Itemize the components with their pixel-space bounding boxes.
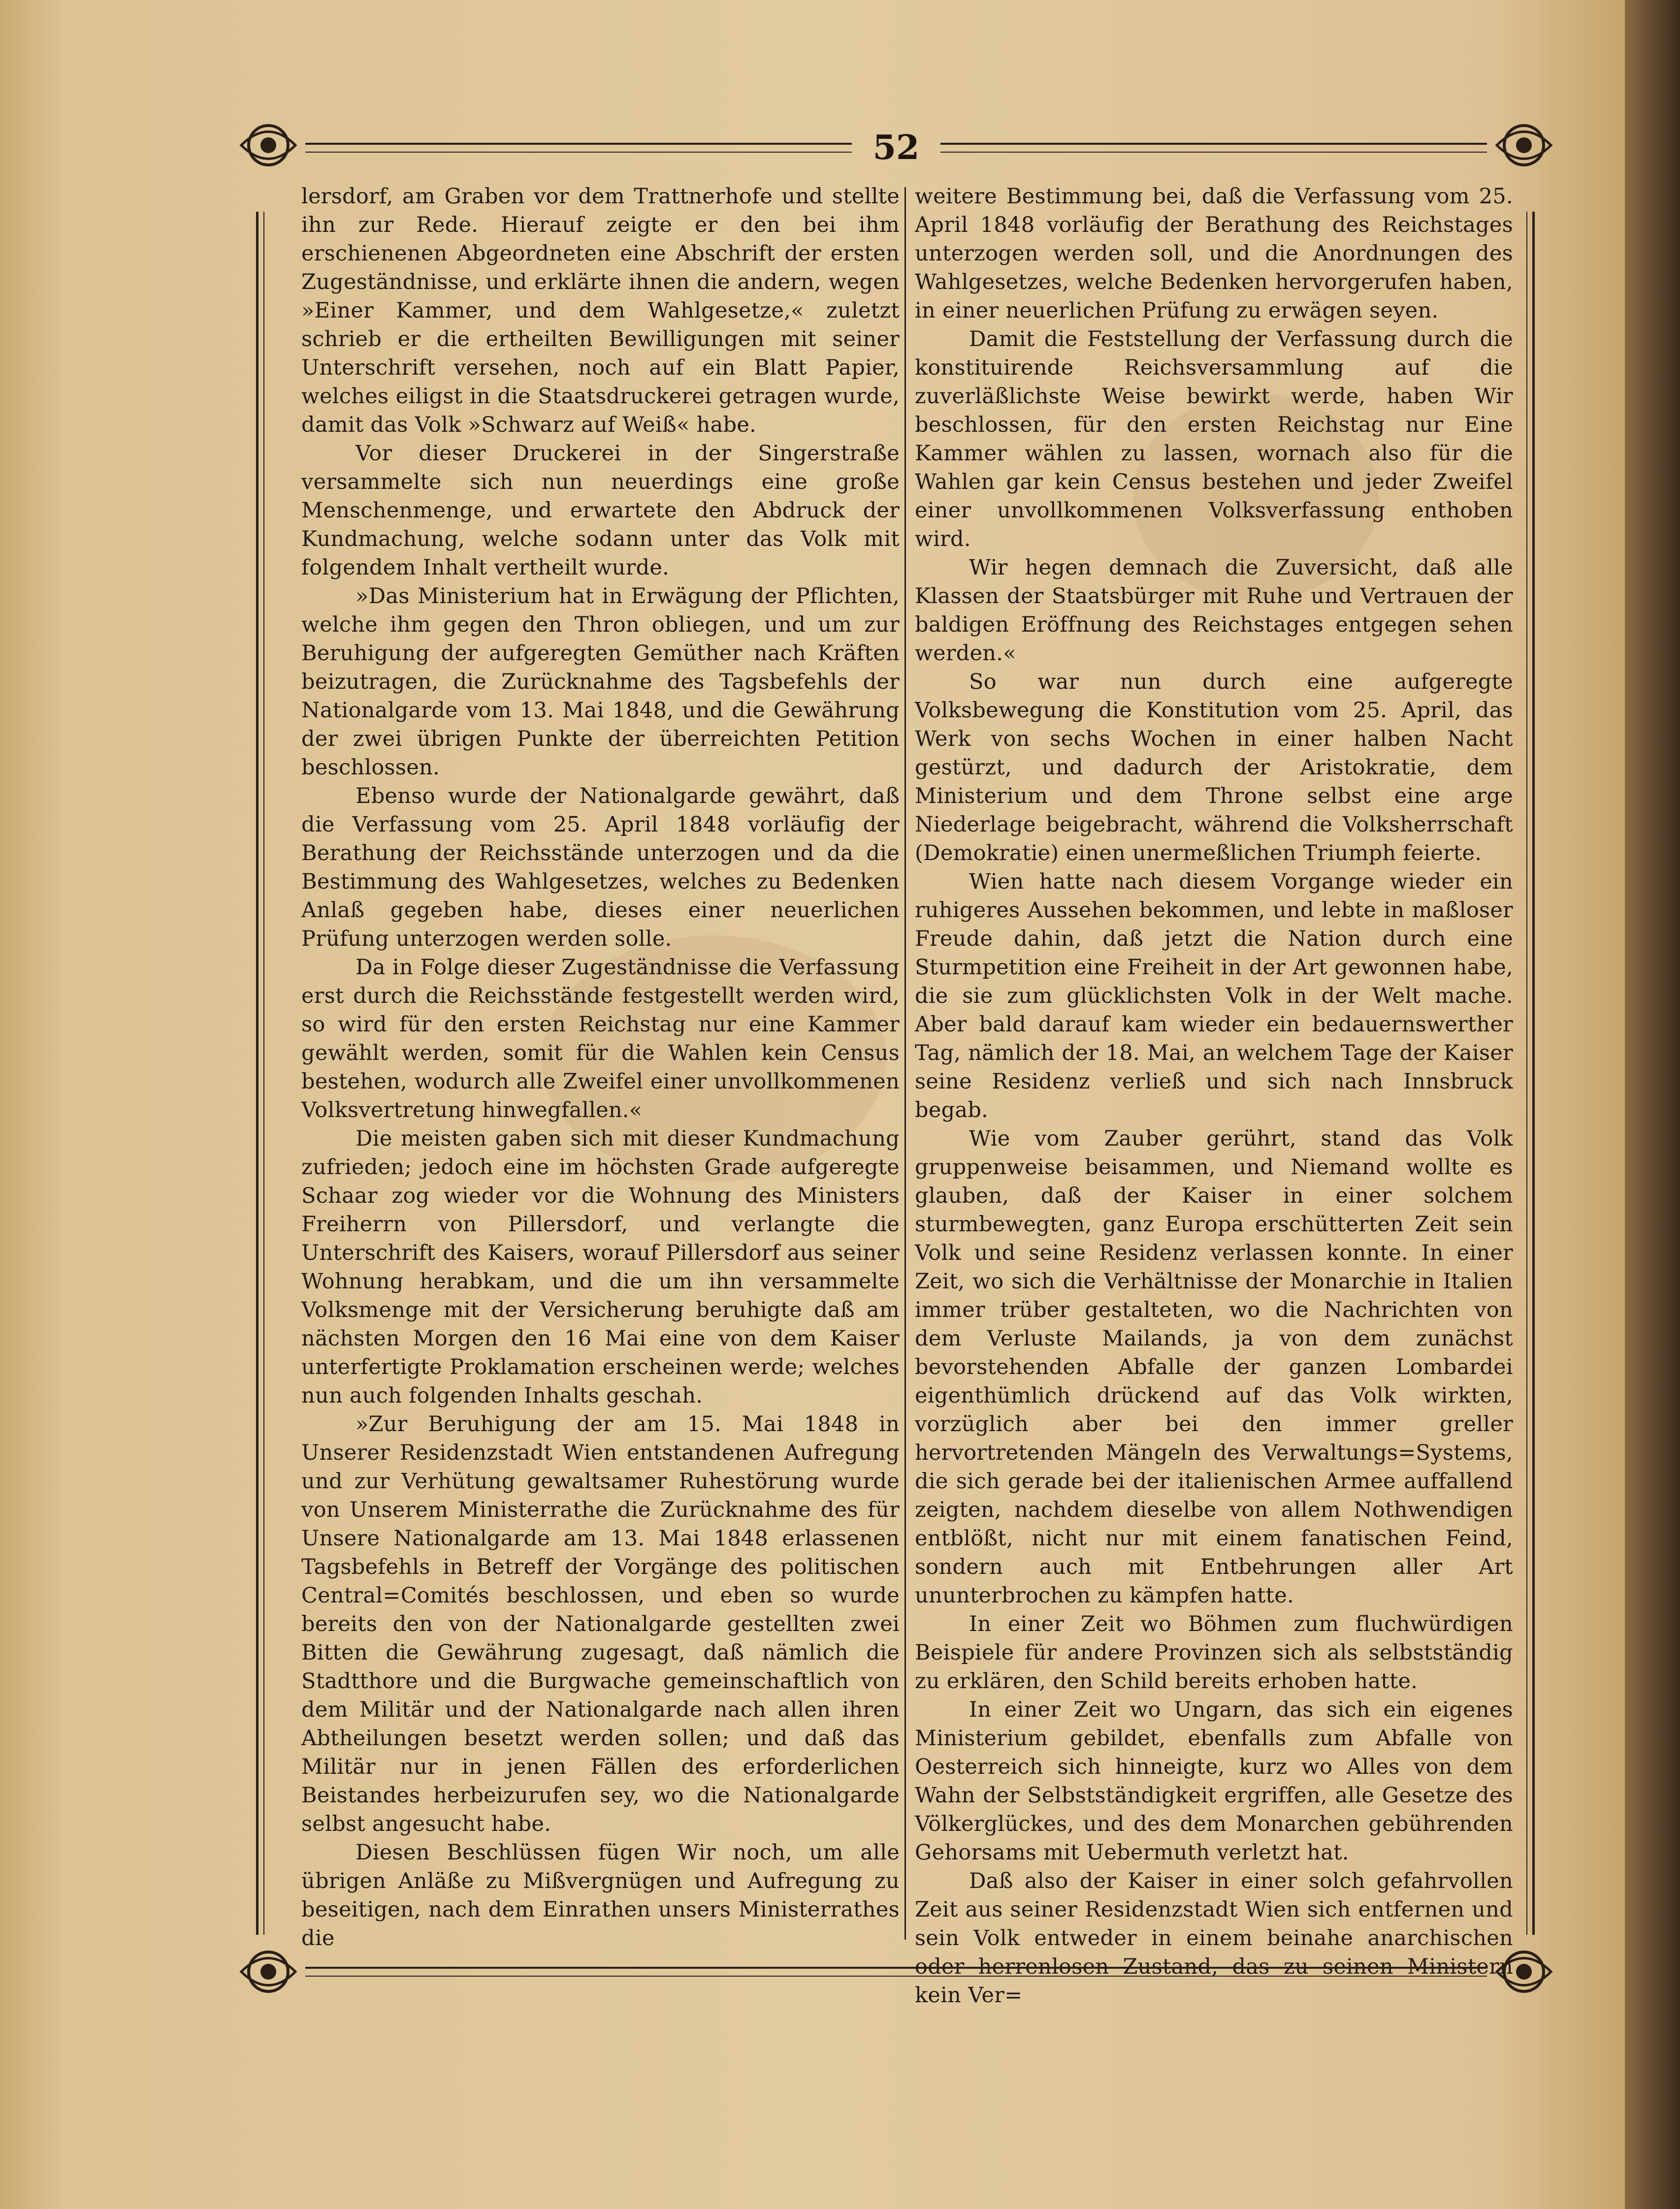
corner-ornament-icon (231, 108, 305, 182)
paragraph: In einer Zeit wo Böhmen zum fluchwürdigen Beispiele für andere Provinzen sich als selbstständig zu erklären, den Schild bereits erhoben hatte. (915, 1612, 1513, 1694)
paragraph: Wir hegen demnach die Zuversicht, daß alle Klassen der Staatsbürger mit Ruhe und Vertrauen der baldigen Eröffnung des Reichstages entgegen sehen werden.« (915, 555, 1513, 666)
paragraph: In einer Zeit wo Ungarn, das sich ein eigenes Ministerium gebildet, ebenfalls zum Abfalle von Oesterreich sich hinneigte, kurz wo Alles von dem Wahn der Selbstständigkeit ergriffen, alle Gesetze des Völkerglückes, und des dem Monarchen gebührenden Gehorsams mit Uebermuth verletzt hat. (915, 1697, 1513, 1865)
paragraph: »Das Ministerium hat in Erwägung der Pflichten, welche ihm gegen den Thron obliegen, und um zur Beruhigung der aufgeregten Gemüther nach Kräften beizutragen, die Zurücknahme des Tagsbefehls der Nationalgarde vom 13. Mai 1848, und die Gewährung der zwei übrigen Punkte der überreichten Petition beschlossen. (301, 584, 900, 780)
header-rule-right (940, 143, 1487, 145)
paragraph: Die meisten gaben sich mit dieser Kundmachung zufrieden; jedoch eine im höchsten Grade aufgeregte Schaar zog wieder vor die Wohnung des Ministers Freiherrn von Pillersdorf, und verlangte die Unterschrift des Kaisers, worauf Pillersdorf aus seiner Wohnung herabkam, und die um ihn versammelte Volksmenge mit der Versicherung beruhigte daß am nächsten Morgen den 16 Mai eine von dem Kaiser unterfertigte Proklamation erscheinen werde; welches nun auch folgenden Inhalts geschah. (301, 1126, 900, 1408)
header-rule-left-thin (305, 152, 852, 153)
paragraph: Da in Folge dieser Zugeständnisse die Verfassung erst durch die Reichsstände festgestellt werden wird, so wird für den ersten Reichstag nur eine Kammer gewählt werden, somit für die Wahlen kein Census bestehen, wodurch alle Zweifel einer unvollkommenen Volksvertretung hinwegfallen.« (301, 955, 900, 1122)
paragraph: »Zur Beruhigung der am 15. Mai 1848 in Unserer Residenzstadt Wien entstandenen Aufregung und zur Verhütung gewaltsamer Ruhestörung wurde von Unserem Ministerrathe die Zurücknahme des für Unsere Nationalgarde am 13. Mai 1848 erlassenen Tagsbefehls in Betreff der Vorgänge des politischen Central=Comités beschlossen, und eben so wurde bereits den von der Nationalgarde gestellten zwei Bitten die Gewährung zugesagt, daß nämlich die Stadtthore und die Burgwache gemeinschaftlich von dem Militär und der Nationalgarde nach allen ihren Abtheilungen besetzt werden sollen; und daß das Militär nur in jenen Fällen des erforderlichen Beistandes herbeizurufen sey, wo die Nationalgarde selbst angesucht habe. (301, 1412, 900, 1836)
paragraph: Diesen Beschlüssen fügen Wir noch, um alle übrigen Anläße zu Mißvergnügen und Aufregung zu beseitigen, nach dem Einrathen unsers Ministerrathes die (301, 1840, 900, 1951)
text-column-right (915, 182, 1513, 2008)
paragraph: So war nun durch eine aufgeregte Volksbewegung die Konstitution vom 25. April, das Werk von sechs Wochen in einer halben Nacht gestürzt, und dadurch der Aristokratie, dem Ministerium und dem Throne selbst eine arge Niederlage beigebracht, während die Volksherrschaft (Demokratie) einen unermeßlichen Triumph feierte. (915, 670, 1513, 865)
paragraph: Wien hatte nach diesem Vorgange wieder ein ruhigeres Aussehen bekommen, und lebte in maßloser Freude dahin, daß jetzt die Nation durch eine Sturmpetition eine Freiheit in der Art gewonnen habe, die sie zum glücklichsten Volk in der Welt mache. Aber bald darauf kam wieder ein bedauernswerther Tag, nämlich der 18. Mai, an welchem Tage der Kaiser seine Residenz verließ und sich nach Innsbruck begab. (915, 869, 1513, 1122)
page-number: 52 (872, 128, 920, 167)
frame-line-right-thin (1526, 212, 1527, 1935)
page-header (231, 118, 1561, 177)
frame-line-right (1532, 212, 1535, 1935)
paragraph: lersdorf, am Graben vor dem Trattnerhofe und stellte ihn zur Rede. Hierauf zeigte er den bei ihm erschienenen Abgeordneten eine Abschrift der ersten Zugeständnisse, und erklärte ihnen die andern, wegen »Einer Kammer, und dem Wahlgesetze,« zuletzt schrieb er die ertheilten Bewilligungen mit seiner Unterschrift versehen, noch auf ein Blatt Papier, welches eiligst in die Staatsdruckerei getragen wurde, damit das Volk »Schwarz auf Weiß« habe. (301, 184, 900, 437)
text-column-left (301, 182, 900, 1950)
corner-ornament-icon (1487, 1935, 1561, 2009)
frame-line-left-thin (263, 212, 264, 1935)
frame-line-left (256, 212, 258, 1935)
paragraph: Vor dieser Druckerei in der Singerstraße versammelte sich nun neuerdings eine große Menschenmenge, und erwartete den Abdruck der Kundmachung, welche sodann unter das Volk mit folgendem Inhalt vertheilt wurde. (301, 441, 900, 580)
column-divider (905, 187, 906, 1940)
paragraph: Damit die Feststellung der Verfassung durch die konstituirende Reichsversammlung auf die zuverläßlichste Weise bewirkt werde, haben Wir beschlossen, für den ersten Reichstag nur Eine Kammer wählen zu lassen, wornach also für die Wahlen gar kein Census bestehen und jeder Zweifel einer unvollkommenen Volksverfassung enthoben wird. (915, 327, 1513, 551)
paragraph: Daß also der Kaiser in einer solch gefahrvollen Zeit aus seiner Residenzstadt Wien sich entfernen und sein Volk entweder in einem beinahe anarchischen oder herrenlosen Zustand, das zu seinen Ministern kein Ver= (915, 1869, 1513, 2008)
paragraph: weitere Bestimmung bei, daß die Verfassung vom 25. April 1848 vorläufig der Berathung des Reichstages unterzogen werden soll, und die Anordnungen des Wahlgesetzes, welche Bedenken hervorgerufen haben, in einer neuerlichen Prüfung zu erwägen seyen. (915, 184, 1513, 323)
footer-rule (305, 1967, 1487, 1969)
paragraph: Ebenso wurde der Nationalgarde gewährt, daß die Verfassung vom 25. April 1848 vorläufig der Berathung der Reichsstände unterzogen und da die Bestimmung des Wahlgesetzes, welches zu Bedenken Anlaß gegeben habe, dieses einer neuerlichen Prüfung unterzogen werden solle. (301, 784, 900, 951)
footer-rule-thin (305, 1976, 1487, 1977)
header-rule-left (305, 143, 852, 145)
page-edge (1625, 0, 1680, 2209)
corner-ornament-icon (231, 1935, 305, 2009)
header-rule-right-thin (940, 152, 1487, 153)
corner-ornament-icon (1487, 108, 1561, 182)
paragraph: Wie vom Zauber gerührt, stand das Volk gruppenweise beisammen, und Niemand wollte es glauben, daß der Kaiser in einer solchem sturmbewegten, ganz Europa erschütterten Zeit sein Volk und seine Residenz verlassen konnte. In einer Zeit, wo sich die Verhältnisse der Monarchie in Italien immer trüber gestalteten, wo die Nachrichten von dem Verluste Mailands, ja von dem zunächst bevorstehenden Abfalle der ganzen Lombardei eigenthümlich drückend auf das Volk wirkten, vorzüglich aber bei den immer greller hervortretenden Mängeln des Verwaltungs=Systems, die sich gerade bei der italienischen Armee auffallend zeigten, nachdem dieselbe von allem Nothwendigen entblößt, nicht nur mit einem fanatischen Feind, sondern auch mit Entbehrungen aller Art ununterbrochen zu kämpfen hatte. (915, 1126, 1513, 1608)
